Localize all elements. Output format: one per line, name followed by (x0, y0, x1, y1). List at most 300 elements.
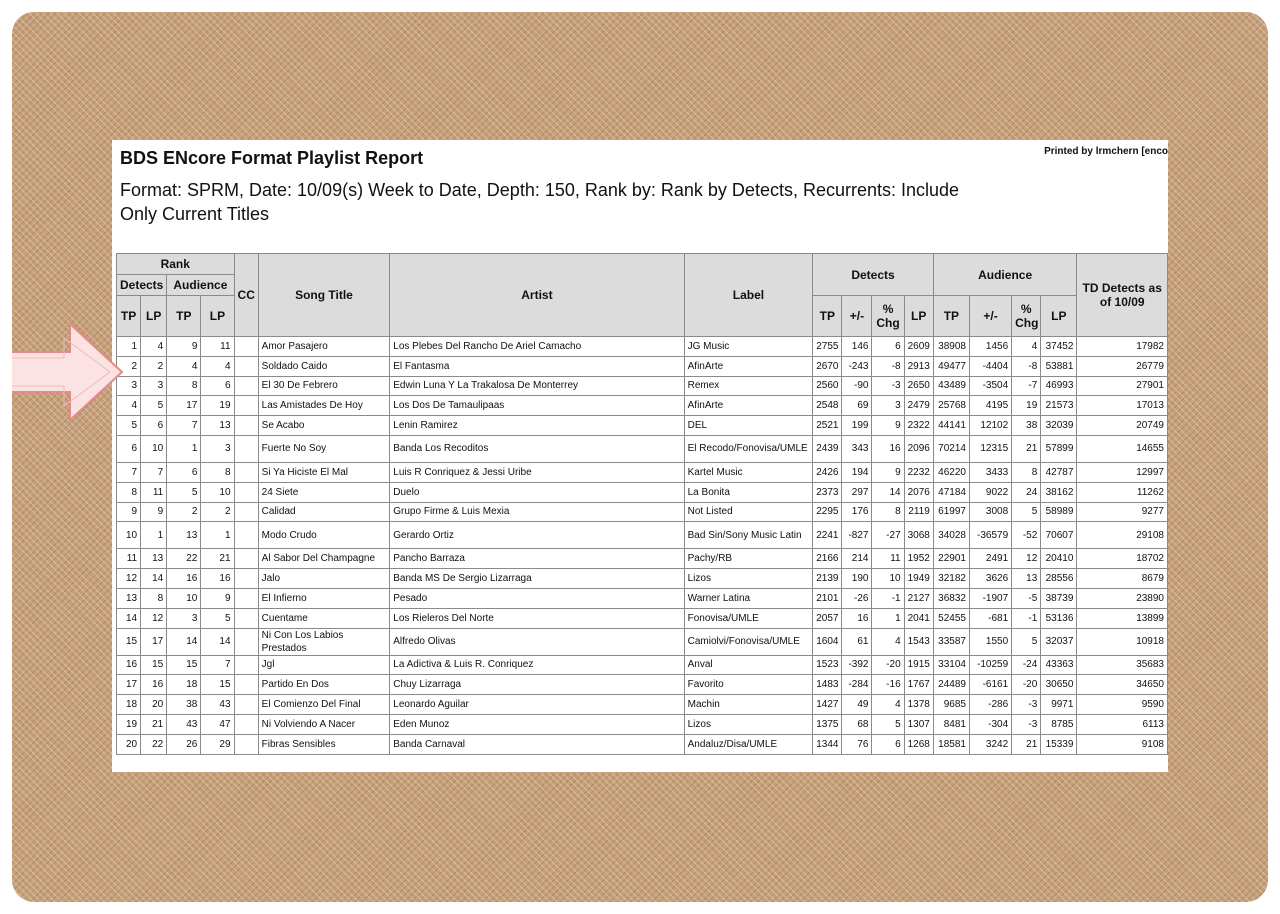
detects-lp: 2096 (904, 435, 933, 462)
table-row (117, 588, 1168, 608)
audience-change: 3008 (969, 502, 1011, 522)
detects-pct: 4 (872, 695, 904, 715)
rank-audience-lp-header: LP (201, 296, 234, 337)
cc-cell (234, 502, 258, 522)
rank-audience-tp: 8 (167, 376, 201, 396)
td-detects: 34650 (1077, 675, 1168, 695)
song-title-cell: Jgl (258, 655, 390, 675)
audience-change: -36579 (969, 522, 1011, 549)
artist-header: Artist (390, 254, 684, 337)
label-cell: Pachy/RB (684, 549, 813, 569)
song-title-cell: Amor Pasajero (258, 337, 390, 357)
table-row (117, 337, 1168, 357)
audience-pct: 5 (1012, 628, 1041, 655)
detects-tp: 2670 (813, 356, 842, 376)
detects-tp: 1604 (813, 628, 842, 655)
rank-audience-tp: 16 (167, 569, 201, 589)
rank-detects-tp: 16 (117, 655, 141, 675)
detects-lp: 2041 (904, 608, 933, 628)
td-detects: 10918 (1077, 628, 1168, 655)
audience-tp: 70214 (933, 435, 969, 462)
audience-tp: 38908 (933, 337, 969, 357)
detects-tp: 1523 (813, 655, 842, 675)
cc-cell (234, 714, 258, 734)
audience-tp: 8481 (933, 714, 969, 734)
rank-audience-lp: 9 (201, 588, 234, 608)
song-title-cell: Las Amistades De Hoy (258, 396, 390, 416)
song-title-cell: Fuerte No Soy (258, 435, 390, 462)
table-row (117, 356, 1168, 376)
rank-audience-lp: 43 (201, 695, 234, 715)
table-row (117, 502, 1168, 522)
detects-change: -827 (842, 522, 872, 549)
rank-detects-tp: 19 (117, 714, 141, 734)
label-cell: Warner Latina (684, 588, 813, 608)
audience-lp: 37452 (1041, 337, 1077, 357)
detects-lp: 1378 (904, 695, 933, 715)
label-cell: El Recodo/Fonovisa/UMLE (684, 435, 813, 462)
rank-detects-tp: 3 (117, 376, 141, 396)
artist-cell: Grupo Firme & Luis Mexia (390, 502, 684, 522)
detects-lp: 2232 (904, 462, 933, 482)
audience-lp-header: LP (1041, 296, 1077, 337)
detects-change: 194 (842, 462, 872, 482)
label-cell: Andaluz/Disa/UMLE (684, 734, 813, 754)
audience-tp: 52455 (933, 608, 969, 628)
detects-change-header: +/- (842, 296, 872, 337)
td-detects: 9277 (1077, 502, 1168, 522)
td-detects: 29108 (1077, 522, 1168, 549)
rank-detects-lp: 11 (141, 482, 167, 502)
cc-cell (234, 396, 258, 416)
label-cell: Machin (684, 695, 813, 715)
rank-audience-tp: 17 (167, 396, 201, 416)
detects-pct-header: % Chg (872, 296, 904, 337)
audience-change: 12315 (969, 435, 1011, 462)
artist-cell: La Adictiva & Luis R. Conriquez (390, 655, 684, 675)
rank-audience-lp: 10 (201, 482, 234, 502)
audience-tp: 33587 (933, 628, 969, 655)
song-title-cell: Ni Volviendo A Nacer (258, 714, 390, 734)
rank-detects-tp: 4 (117, 396, 141, 416)
detects-change: 16 (842, 608, 872, 628)
song-title-cell: Si Ya Hiciste El Mal (258, 462, 390, 482)
audience-tp: 46220 (933, 462, 969, 482)
cc-cell (234, 695, 258, 715)
label-cell: Kartel Music (684, 462, 813, 482)
detects-change: -284 (842, 675, 872, 695)
audience-lp: 53136 (1041, 608, 1077, 628)
audience-lp: 38162 (1041, 482, 1077, 502)
rank-audience-tp: 15 (167, 655, 201, 675)
report-sheet (112, 140, 1168, 772)
cc-cell (234, 675, 258, 695)
detects-header: Detects (813, 254, 934, 296)
report-subtitle: Format: SPRM, Date: 10/09(s) Week to Date, Depth: 150, Rank by: Rank by Detects, Recurrents: Include Only Current Titles (120, 180, 960, 224)
rank-detects-tp: 10 (117, 522, 141, 549)
audience-change: 2491 (969, 549, 1011, 569)
detects-change: -90 (842, 376, 872, 396)
audience-tp: 22901 (933, 549, 969, 569)
detects-lp: 1307 (904, 714, 933, 734)
rank-audience-lp: 11 (201, 337, 234, 357)
cc-header: CC (234, 254, 258, 337)
detects-pct: -27 (872, 522, 904, 549)
audience-pct: 4 (1012, 337, 1041, 357)
audience-pct: 5 (1012, 502, 1041, 522)
rank-detects-lp: 16 (141, 675, 167, 695)
audience-change: 4195 (969, 396, 1011, 416)
label-cell: JG Music (684, 337, 813, 357)
rank-audience-tp: 1 (167, 435, 201, 462)
rank-audience-tp: 6 (167, 462, 201, 482)
rank-audience-tp: 4 (167, 356, 201, 376)
cc-cell (234, 628, 258, 655)
cc-cell (234, 416, 258, 436)
detects-change: 190 (842, 569, 872, 589)
song-title-cell: Cuentame (258, 608, 390, 628)
td-detects: 17982 (1077, 337, 1168, 357)
td-detects: 20749 (1077, 416, 1168, 436)
label-cell: La Bonita (684, 482, 813, 502)
audience-lp: 8785 (1041, 714, 1077, 734)
audience-lp: 28556 (1041, 569, 1077, 589)
cc-cell (234, 482, 258, 502)
detects-change: 49 (842, 695, 872, 715)
rank-audience-lp: 2 (201, 502, 234, 522)
detects-change: -243 (842, 356, 872, 376)
artist-cell: Duelo (390, 482, 684, 502)
audience-lp: 70607 (1041, 522, 1077, 549)
detects-pct: 14 (872, 482, 904, 502)
audience-lp: 57899 (1041, 435, 1077, 462)
rank-detects-lp: 2 (141, 356, 167, 376)
detects-pct: 9 (872, 416, 904, 436)
audience-change: -1907 (969, 588, 1011, 608)
detects-lp: 2609 (904, 337, 933, 357)
table-row (117, 655, 1168, 675)
detects-lp: 2119 (904, 502, 933, 522)
audience-pct: 12 (1012, 549, 1041, 569)
detects-pct: 6 (872, 337, 904, 357)
rank-audience-tp: 13 (167, 522, 201, 549)
cc-cell (234, 356, 258, 376)
label-cell: Not Listed (684, 502, 813, 522)
rank-audience-lp: 8 (201, 462, 234, 482)
rank-audience-tp: 26 (167, 734, 201, 754)
audience-change: 1456 (969, 337, 1011, 357)
rank-audience-tp: 14 (167, 628, 201, 655)
audience-change: 3433 (969, 462, 1011, 482)
detects-pct: 3 (872, 396, 904, 416)
cc-cell (234, 734, 258, 754)
rank-detects-tp: 1 (117, 337, 141, 357)
td-detects: 9590 (1077, 695, 1168, 715)
rank-audience-tp: 7 (167, 416, 201, 436)
detects-lp: 2479 (904, 396, 933, 416)
rank-audience-lp: 13 (201, 416, 234, 436)
td-detects: 11262 (1077, 482, 1168, 502)
detects-change: -392 (842, 655, 872, 675)
audience-tp: 32182 (933, 569, 969, 589)
detects-lp: 1949 (904, 569, 933, 589)
artist-cell: Banda MS De Sergio Lizarraga (390, 569, 684, 589)
audience-change: 1550 (969, 628, 1011, 655)
label-cell: AfinArte (684, 396, 813, 416)
audience-tp: 33104 (933, 655, 969, 675)
detects-pct: 10 (872, 569, 904, 589)
rank-audience-tp-header: TP (167, 296, 201, 337)
audience-tp: 9685 (933, 695, 969, 715)
table-row (117, 549, 1168, 569)
detects-tp: 2560 (813, 376, 842, 396)
rank-detects-lp: 9 (141, 502, 167, 522)
rank-audience-tp: 43 (167, 714, 201, 734)
rank-audience-header: Audience (167, 275, 234, 296)
detects-tp: 2057 (813, 608, 842, 628)
cc-cell (234, 569, 258, 589)
rank-detects-header: Detects (117, 275, 167, 296)
audience-pct: 8 (1012, 462, 1041, 482)
artist-cell: El Fantasma (390, 356, 684, 376)
rank-detects-tp: 18 (117, 695, 141, 715)
detects-tp: 2755 (813, 337, 842, 357)
detects-change: 214 (842, 549, 872, 569)
rank-detects-lp: 6 (141, 416, 167, 436)
detects-lp: 2322 (904, 416, 933, 436)
audience-pct: 21 (1012, 435, 1041, 462)
audience-tp: 25768 (933, 396, 969, 416)
audience-lp: 9971 (1041, 695, 1077, 715)
detects-lp: 1915 (904, 655, 933, 675)
rank-detects-lp: 20 (141, 695, 167, 715)
detects-tp: 2426 (813, 462, 842, 482)
detects-tp: 2439 (813, 435, 842, 462)
detects-pct: 4 (872, 628, 904, 655)
song-title-cell: Ni Con Los Labios Prestados (258, 628, 390, 655)
detects-lp: 1268 (904, 734, 933, 754)
song-title-cell: Jalo (258, 569, 390, 589)
detects-lp: 1543 (904, 628, 933, 655)
artist-cell: Edwin Luna Y La Trakalosa De Monterrey (390, 376, 684, 396)
audience-lp: 20410 (1041, 549, 1077, 569)
detects-tp: 1483 (813, 675, 842, 695)
detects-pct: 5 (872, 714, 904, 734)
detects-tp: 2295 (813, 502, 842, 522)
artist-cell: Pancho Barraza (390, 549, 684, 569)
audience-lp: 53881 (1041, 356, 1077, 376)
td-detects: 13899 (1077, 608, 1168, 628)
song-title-cell: Se Acabo (258, 416, 390, 436)
rank-detects-lp-header: LP (141, 296, 167, 337)
audience-change: -286 (969, 695, 1011, 715)
audience-pct: -7 (1012, 376, 1041, 396)
audience-lp: 58989 (1041, 502, 1077, 522)
artist-cell: Los Plebes Del Rancho De Ariel Camacho (390, 337, 684, 357)
audience-change: -4404 (969, 356, 1011, 376)
rank-detects-lp: 1 (141, 522, 167, 549)
detects-lp: 2127 (904, 588, 933, 608)
table-row (117, 714, 1168, 734)
table-row (117, 608, 1168, 628)
table-row (117, 435, 1168, 462)
rank-audience-lp: 5 (201, 608, 234, 628)
detects-pct: 1 (872, 608, 904, 628)
rank-audience-tp: 2 (167, 502, 201, 522)
detects-pct: 8 (872, 502, 904, 522)
detects-tp-header: TP (813, 296, 842, 337)
audience-lp: 46993 (1041, 376, 1077, 396)
td-detects: 35683 (1077, 655, 1168, 675)
label-cell: Anval (684, 655, 813, 675)
detects-tp: 1344 (813, 734, 842, 754)
td-detects-header: TD Detects as of 10/09 (1077, 254, 1168, 337)
detects-change: 146 (842, 337, 872, 357)
audience-tp-header: TP (933, 296, 969, 337)
detects-change: 68 (842, 714, 872, 734)
rank-detects-tp: 13 (117, 588, 141, 608)
detects-change: 61 (842, 628, 872, 655)
detects-change: 76 (842, 734, 872, 754)
cc-cell (234, 608, 258, 628)
rank-audience-lp: 19 (201, 396, 234, 416)
td-detects: 8679 (1077, 569, 1168, 589)
td-detects: 27901 (1077, 376, 1168, 396)
audience-lp: 32039 (1041, 416, 1077, 436)
rank-detects-tp: 14 (117, 608, 141, 628)
rank-audience-lp: 15 (201, 675, 234, 695)
rank-detects-tp: 2 (117, 356, 141, 376)
label-header: Label (684, 254, 813, 337)
printed-by: Printed by lrmchern [enco (1044, 146, 1168, 157)
audience-pct: -5 (1012, 588, 1041, 608)
rank-audience-lp: 6 (201, 376, 234, 396)
label-cell: Remex (684, 376, 813, 396)
label-cell: Lizos (684, 569, 813, 589)
artist-cell: Los Dos De Tamaulipaas (390, 396, 684, 416)
detects-tp: 2373 (813, 482, 842, 502)
audience-tp: 36832 (933, 588, 969, 608)
detects-tp: 2166 (813, 549, 842, 569)
audience-pct: -24 (1012, 655, 1041, 675)
audience-change: 9022 (969, 482, 1011, 502)
cc-cell (234, 435, 258, 462)
rank-audience-tp: 22 (167, 549, 201, 569)
audience-tp: 18581 (933, 734, 969, 754)
audience-pct: -1 (1012, 608, 1041, 628)
rank-detects-tp: 6 (117, 435, 141, 462)
td-detects: 17013 (1077, 396, 1168, 416)
detects-pct: -8 (872, 356, 904, 376)
label-cell: Camiolvi/Fonovisa/UMLE (684, 628, 813, 655)
detects-tp: 2241 (813, 522, 842, 549)
table-row (117, 628, 1168, 655)
label-cell: DEL (684, 416, 813, 436)
audience-tp: 43489 (933, 376, 969, 396)
rank-audience-tp: 5 (167, 482, 201, 502)
td-detects: 26779 (1077, 356, 1168, 376)
rank-audience-lp: 47 (201, 714, 234, 734)
rank-detects-lp: 12 (141, 608, 167, 628)
audience-tp: 61997 (933, 502, 969, 522)
song-title-cell: El 30 De Febrero (258, 376, 390, 396)
detects-change: 176 (842, 502, 872, 522)
table-row (117, 482, 1168, 502)
audience-pct: 19 (1012, 396, 1041, 416)
detects-tp: 1427 (813, 695, 842, 715)
song-title-cell: Calidad (258, 502, 390, 522)
detects-pct: 6 (872, 734, 904, 754)
audience-header: Audience (933, 254, 1077, 296)
rank-detects-lp: 21 (141, 714, 167, 734)
label-cell: AfinArte (684, 356, 813, 376)
table-row (117, 396, 1168, 416)
detects-lp: 2076 (904, 482, 933, 502)
artist-cell: Chuy Lizarraga (390, 675, 684, 695)
song-title-cell: Al Sabor Del Champagne (258, 549, 390, 569)
detects-lp-header: LP (904, 296, 933, 337)
rank-detects-lp: 7 (141, 462, 167, 482)
rank-detects-lp: 14 (141, 569, 167, 589)
audience-pct-header: % Chg (1012, 296, 1041, 337)
audience-change: -304 (969, 714, 1011, 734)
artist-cell: Leonardo Aguilar (390, 695, 684, 715)
detects-pct: -3 (872, 376, 904, 396)
artist-cell: Gerardo Ortiz (390, 522, 684, 549)
audience-lp: 30650 (1041, 675, 1077, 695)
cc-cell (234, 522, 258, 549)
rank-detects-lp: 5 (141, 396, 167, 416)
audience-change: -3504 (969, 376, 1011, 396)
audience-change: 12102 (969, 416, 1011, 436)
audience-lp: 43363 (1041, 655, 1077, 675)
td-detects: 23890 (1077, 588, 1168, 608)
label-cell: Lizos (684, 714, 813, 734)
rank-detects-lp: 3 (141, 376, 167, 396)
td-detects: 6113 (1077, 714, 1168, 734)
rank-detects-lp: 13 (141, 549, 167, 569)
rank-audience-lp: 4 (201, 356, 234, 376)
rank-audience-lp: 3 (201, 435, 234, 462)
audience-tp: 49477 (933, 356, 969, 376)
detects-tp: 2521 (813, 416, 842, 436)
rank-audience-lp: 14 (201, 628, 234, 655)
playlist-table (116, 253, 1168, 755)
audience-lp: 42787 (1041, 462, 1077, 482)
detects-pct: 11 (872, 549, 904, 569)
song-title-header: Song Title (258, 254, 390, 337)
table-row (117, 416, 1168, 436)
song-title-cell: Soldado Caido (258, 356, 390, 376)
playlist-table-container (116, 253, 1168, 772)
rank-detects-lp: 4 (141, 337, 167, 357)
rank-audience-tp: 38 (167, 695, 201, 715)
td-detects: 18702 (1077, 549, 1168, 569)
audience-pct: -8 (1012, 356, 1041, 376)
artist-cell: Luis R Conriquez & Jessi Uribe (390, 462, 684, 482)
rank-audience-lp: 21 (201, 549, 234, 569)
audience-pct: 24 (1012, 482, 1041, 502)
artist-cell: Banda Carnaval (390, 734, 684, 754)
rank-detects-lp: 8 (141, 588, 167, 608)
detects-lp: 2650 (904, 376, 933, 396)
audience-change: -10259 (969, 655, 1011, 675)
audience-lp: 15339 (1041, 734, 1077, 754)
audience-lp: 32037 (1041, 628, 1077, 655)
rank-detects-tp: 7 (117, 462, 141, 482)
rank-audience-lp: 16 (201, 569, 234, 589)
rank-detects-tp: 20 (117, 734, 141, 754)
